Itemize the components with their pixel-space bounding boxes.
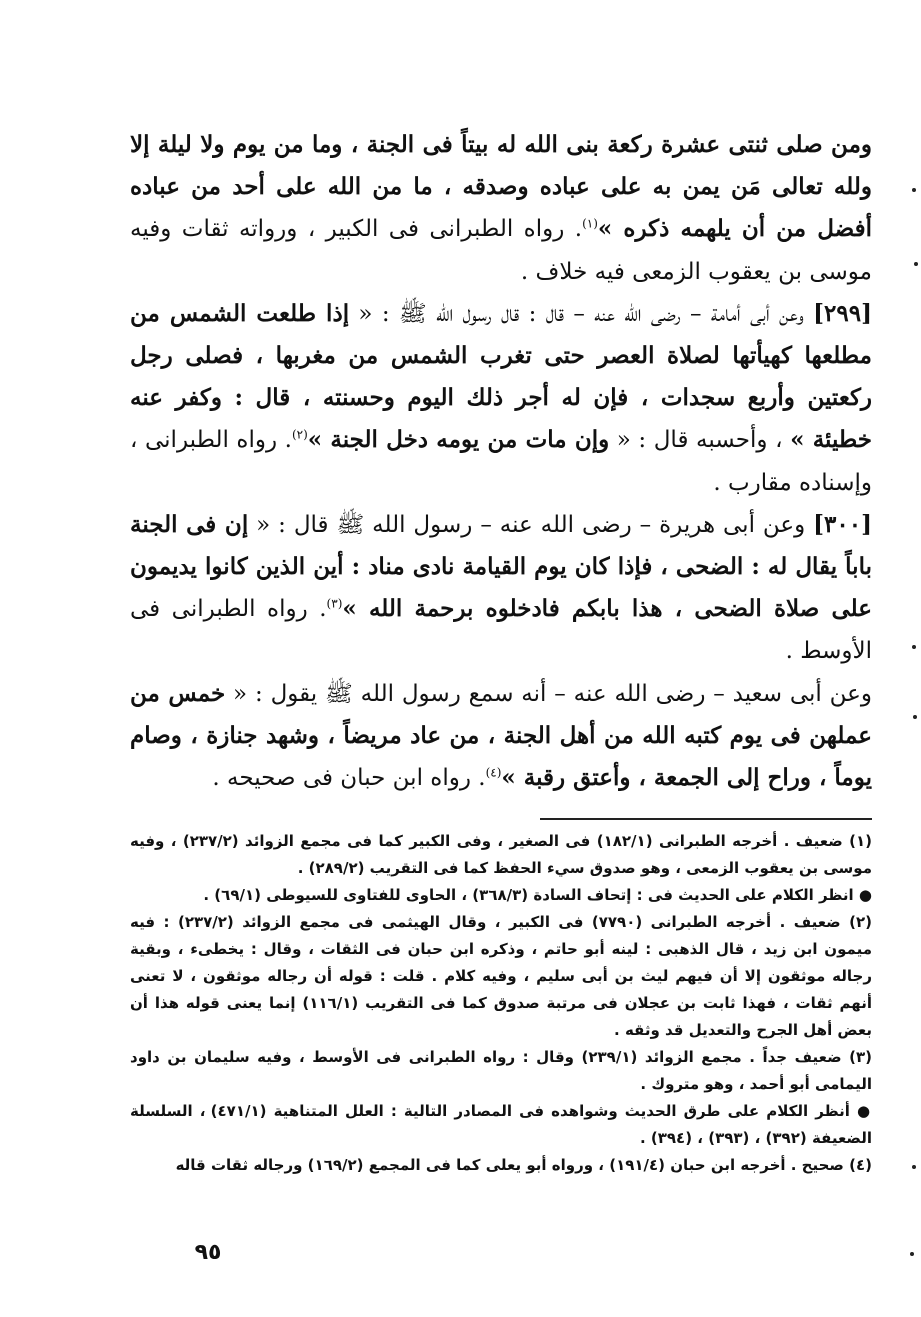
footnote: ● أنظر الكلام على طرق الحديث وشواهده فى المصادر التالية : العلل المتناهية (٤٧١/١) ، السلسلة الضعيفة (٣٩٢) ، (٣٩٣) ، (٣٩٤) .: [130, 1102, 872, 1147]
hadith-quote: وإن مات من يومه دخل الجنة »: [307, 426, 610, 454]
footnote-divider: [540, 818, 872, 820]
narration-text: . رواه الطبرانى فى الأوسط .: [130, 596, 872, 665]
paragraph: [130, 504, 872, 673]
footnotes: [130, 828, 872, 1179]
narration-intro: وعن أبى سعيد – رضى الله عنه – أنه سمع رسول الله ﷺ يقول : «: [225, 680, 872, 707]
paragraph: [130, 124, 872, 293]
paragraph: [130, 293, 872, 504]
narration-text: ، وأحسبه قال : «: [609, 427, 791, 454]
hadith-quote: إن فى الجنة باباً يقال له : الضحى ، فإذا كان يوم القيامة نادى مناد : أين الذين كانوا يديمون على صلاة الضحى ، هذا بابكم فادخلوه برحمة الله »: [130, 510, 872, 623]
paragraph: [130, 673, 872, 800]
footnote: (٢) ضعيف . أخرجه الطبرانى (٧٧٩٠) فى الكبير ، وقال الهيثمى فى مجمع الزوائد (٢٣٧/٢) : فيه ميمون ابن زيد ، قال الذهبى : لينه أبو حاتم ، وذكره ابن حبان فى الثقات ، وقال : يخطىء ، وبقية رجاله موثقون إلا أن فيهم ليث بن أبى سليم ، وفيه كلام . قلت : قوله أن رجاله موثقون ، لا تعنى أنهم ثقات ، فهذا ثابت بن عجلان فى مرتبة صدوق كما فى التقريب (١١٦/١) إنما يعنى قوله هذا أن بعض أهل الجرح والتعديل قد وثقه .: [130, 913, 872, 1039]
footnote-ref: (٤): [485, 765, 502, 780]
main-text: [130, 124, 872, 799]
narration-intro: وعن أبى هريرة – رضى الله عنه – رسول الله ﷺ قال : «: [248, 511, 814, 538]
footnote-ref: (٣): [326, 596, 343, 611]
margin-mark: [912, 645, 916, 649]
narration-intro: وعن أبى أمامة – رضى الله عنه – قال : قال رسول الله ﷺ : «: [349, 300, 814, 327]
margin-mark: [914, 262, 918, 266]
hadith-quote: خمس من عملهن فى يوم كتبه الله من أهل الجنة ، من عاد مريضاً ، وشهد جنازة ، وصام يوماً ، وراح إلى الجمعة ، وأعتق رقبة »: [130, 679, 872, 792]
footnote: (٣) ضعيف جداً . مجمع الزوائد (٢٣٩/١) وقال : رواه الطبرانى فى الأوسط ، وفيه سليمان بن داود اليمامى أبو أحمد ، وهو متروك .: [130, 1048, 873, 1093]
margin-mark: [910, 1252, 914, 1256]
hadith-quote: ومن صلى ثنتى عشرة ركعة بنى الله له بيتاً فى الجنة ، وما من يوم ولا ليلة إلا ولله تعالى مَن يمن به على عباده وصدقه ، ما من الله على أحد من عباده أفضل من أن يلهمه ذكره »: [130, 131, 872, 243]
page-number: ٩٥: [194, 1240, 222, 1265]
footnote: ● انظر الكلام على الحديث فى : إتحاف السادة (٣٦٨/٣) ، الحاوى للفتاوى للسيوطى (٦٩/١) .: [203, 886, 872, 904]
hadith-quote: إذا طلعت الشمس من مطلعها كهيأتها لصلاة العصر حتى تغرب الشمس من مغربها ، فصلى رجل ركعتين وأربع سجدات ، فإن له أجر ذلك اليوم وحسنته ، قال : وكفر عنه خطيئة »: [130, 299, 872, 454]
footnote-ref: (١): [582, 216, 598, 231]
footnote: (٤) صحيح . أخرجه ابن حبان (١٩١/٤) ، ورواه أبو يعلى كما فى المجمع (١٦٩/٢) ورجاله ثقات قاله: [175, 1156, 872, 1174]
footnote: (١) ضعيف . أخرجه الطبرانى (١٨٢/١) فى الصغير ، وفى الكبير كما فى مجمع الزوائد (٢٣٧/٢) ، وفيه موسى بن يعقوب الزمعى ، وهو صدوق سيء الحفظ كما فى التقريب (٢٨٩/٢) .: [130, 832, 872, 877]
hadith-number: [٢٩٩]: [813, 299, 872, 327]
margin-mark: [912, 1165, 916, 1169]
footnote-ref: (٢): [291, 427, 308, 442]
margin-mark: [913, 715, 917, 719]
narration-text: . رواه الطبرانى فى الكبير ، ورواته ثقات وفيه موسى بن يعقوب الزمعى فيه خلاف .: [130, 216, 872, 285]
narration-text: . رواه الطبرانى ، وإسناده مقارب .: [130, 427, 872, 496]
narration-text: . رواه ابن حبان فى صحيحه .: [212, 765, 486, 792]
hadith-number: [٣٠٠]: [813, 510, 872, 538]
margin-mark: [912, 188, 916, 192]
